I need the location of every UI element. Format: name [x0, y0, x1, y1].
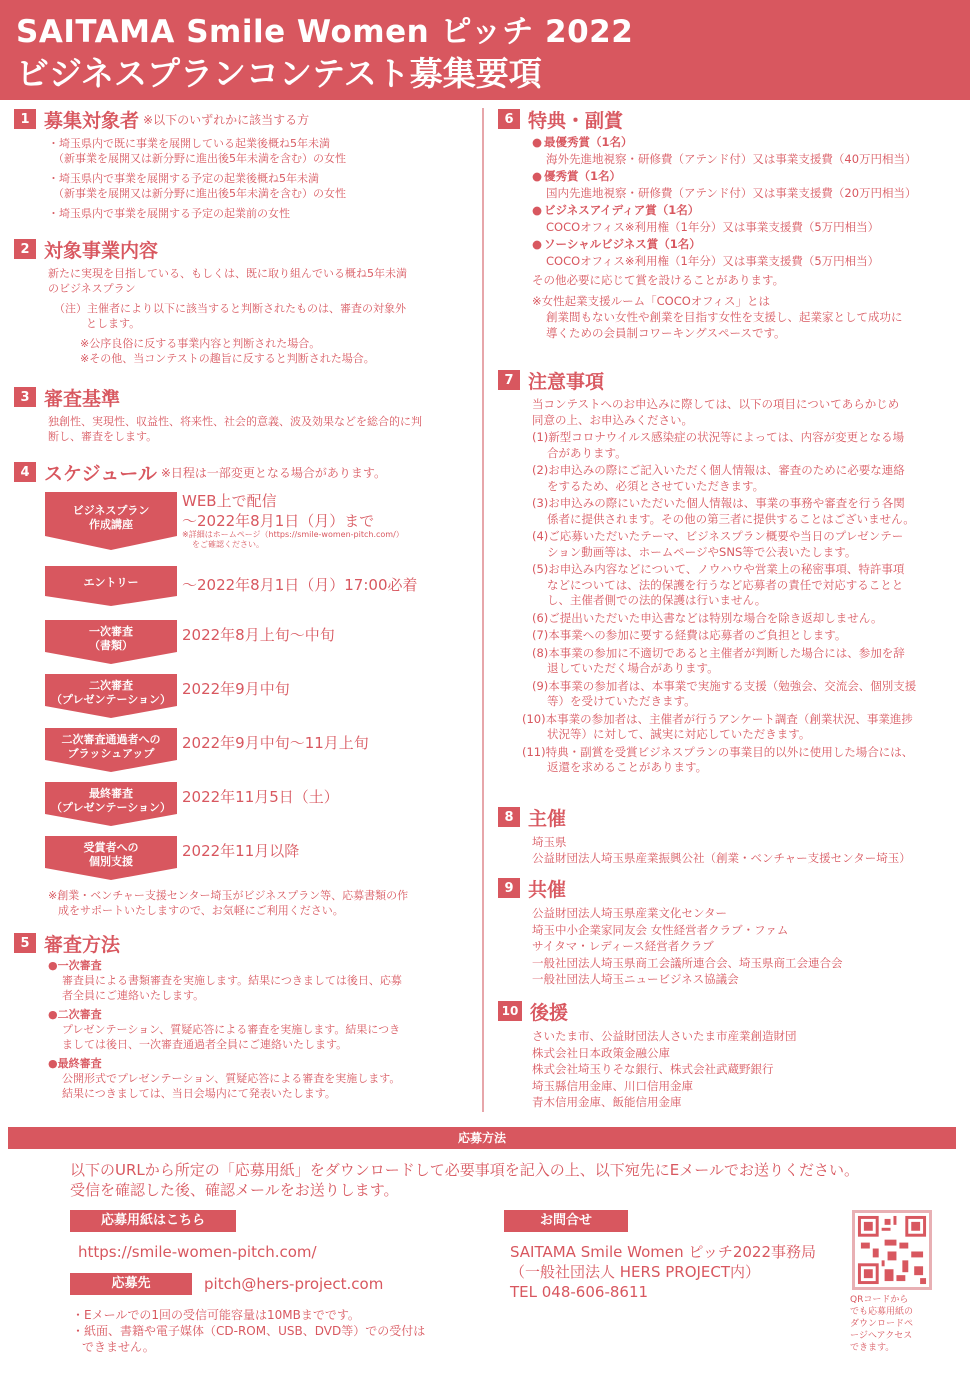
schedule-date: WEB上で配信 [182, 492, 277, 510]
section-support [498, 998, 958, 1111]
section-target-business [14, 236, 474, 366]
section-awards [498, 106, 958, 341]
section-organizer [498, 804, 958, 866]
schedule-date: 2022年11月5日（土） [182, 788, 339, 806]
org-line: 公益財団法人埼玉県産業振興公社（創業・ベンチャー支援センター埼玉） [532, 851, 911, 865]
section-review-method [14, 930, 474, 1101]
header-banner [0, 0, 970, 100]
section-number: 8 [498, 807, 520, 827]
section-notes [498, 367, 958, 776]
section-criteria [14, 384, 474, 444]
recipient-label: 応募先 [70, 1273, 192, 1295]
contact-info: SAITAMA Smile Women ピッチ2022事務局 （一般社団法人 HERS PROJECT内） TEL 048-606-8611 [510, 1243, 816, 1301]
award-name: ● 優秀賞（1名） [532, 169, 622, 183]
section-number: 10 [498, 1001, 522, 1021]
paragraph: 独創性、実現性、収益性、将来性、社会的意義、波及効果などを総合的に判 断し、審査をします。 [48, 415, 422, 443]
page-subtitle: ビジネスプランコンテスト募集要項 [16, 54, 542, 93]
qr-code[interactable] [852, 1210, 932, 1290]
section-number: 9 [498, 878, 520, 898]
award-desc: 海外先進地視察・研修費（アテンド付）又は事業支援費（40万円相当） [546, 152, 917, 166]
note-item: (6)ご提出いただいた申込書などは特別な場合を除き返却しません。 [532, 610, 883, 625]
section-number: 4 [14, 462, 36, 482]
notes-intro: 当コンテストへのお申込みに際しては、以下の項目についてあらかじめ 同意の上、お申込みください。 [532, 397, 900, 427]
org-line: 公益財団法人埼玉県産業文化センター [532, 906, 728, 920]
list-item: ・埼玉県内で事業を展開する予定の起業後概ね5年未満 （新事業を展開又は新分野に進出後5年未満を含む）の女性 [48, 172, 346, 200]
awards-other: その他必要に応じて賞を設けることがあります。 [532, 273, 785, 287]
schedule-date: 2022年9月中旬～11月上旬 [182, 734, 369, 752]
section-title: 審査基準 [44, 387, 121, 410]
section-number: 2 [14, 239, 36, 259]
note-item: (2)お申込みの際にご記入いただく個人情報は、審査のために必要な連絡 をするため、必須とさせていただきます。 [532, 463, 905, 493]
schedule-footnote: ※創業・ベンチャー支援センター埼玉がビジネスプラン等、応募書類の作 成をサポートいたしますので、お気軽にご利用ください。 [48, 889, 409, 917]
schedule-date: ～2022年8月1日（月）まで [182, 512, 375, 530]
org-line: 株式会社埼玉りそな銀行、株式会社武蔵野銀行 [532, 1062, 774, 1076]
award-desc: 国内先進地視察・研修費（アテンド付）又は事業支援費（20万円相当） [546, 186, 917, 200]
section-number: 6 [498, 109, 520, 129]
apply-notes: ・Eメールでの1回の受信可能容量は10MBまでです。 ・紙面、書籍や電子媒体（CD-ROM、USB、DVD等）での受付は できません。 [72, 1308, 426, 1354]
list-item: ・埼玉県内で既に事業を展開している起業後概ね5年未満 （新事業を展開又は新分野に進出後5年未満を含む）の女性 [48, 137, 346, 165]
schedule-date: ～2022年8月1日（月）17:00必着 [182, 576, 418, 594]
note-item: (10)本事業の参加者は、主催者が行うアンケート調査（創業状況、事業進捗 状況等）に対して、誠実に対応していただきます。 [522, 711, 913, 741]
section-note: ※以下のいずれかに該当する方 [143, 112, 310, 127]
review-stage: ●二次審査 プレゼンテーション、質疑応答による審査を実施します。結果につき ましては後日、一次審査通過者全員にご連絡いたします。 [48, 1008, 401, 1051]
section-eligibility [14, 106, 474, 221]
award-desc: COCOオフィス※利用権（1年分）又は事業支援費（5万円相当） [546, 254, 880, 268]
org-line: 埼玉県 [532, 835, 567, 849]
apply-intro: 以下のURLから所定の「応募用紙」をダウンロードして必要事項を記入の上、以下宛先にEメールでお送りください。 受信を確認した後、確認メールをお送りします。 [70, 1161, 859, 1199]
note: （注）主催者により以下に該当すると判断されたものは、審査の対象外 とします。 [54, 302, 406, 330]
org-line: サイタマ・レディース経営者クラブ [532, 939, 714, 953]
section-title: 共催 [528, 878, 567, 901]
note-item: (8)本事業の参加に不適切であると主催者が判断した場合には、参加を辞 退していただく場合があります。 [532, 645, 905, 675]
note-item: (7)本事業への参加に要する経費は応募者のご負担とします。 [532, 628, 847, 642]
section-title: 対象事業内容 [44, 239, 159, 262]
note-item: (3)お申込みの際にいただいた個人情報は、事業の事務や審査を行う各関 係者に提供されます。その他の第三者に提供することはございません。 [532, 496, 915, 526]
page-title: SAITAMA Smile Women ピッチ 2022 [16, 14, 634, 50]
sub-note: ※公序良俗に反する事業内容と判断された場合。 ※その他、当コンテストの趣旨に反すると判断された場合。 [80, 337, 375, 365]
award-name: ● ソーシャルビジネス賞（1名） [532, 237, 701, 251]
award-name: ● 最優秀賞（1名） [532, 135, 633, 149]
org-line: 青木信用金庫、飯能信用金庫 [532, 1095, 682, 1109]
org-line: 一般社団法人埼玉ニュービジネス協議会 [532, 972, 739, 986]
list-item: ・埼玉県内で事業を展開する予定の起業前の女性 [48, 207, 290, 220]
org-line: 埼玉縣信用金庫、川口信用金庫 [532, 1078, 693, 1093]
schedule-date: 2022年9月中旬 [182, 680, 290, 698]
section-title: 特典・副賞 [528, 109, 624, 132]
contact-label: お問合せ [504, 1210, 628, 1232]
coco-note: ※女性起業支援ルーム「COCOオフィス」とは 創業間もない女性や創業を目指す女性を支援し、起業家として成功に 導くための会員制コワーキングスペースです。 [532, 294, 903, 340]
recipient-email-link[interactable]: pitch@hers-project.com [204, 1275, 384, 1293]
award-desc: COCOオフィス※利用権（1年分）又は事業支援費（5万円相当） [546, 220, 880, 234]
note-item: (9)本事業の参加者は、本事業で実施する支援（勉強会、交流会、個別支援 等）を受けていただきます。 [532, 678, 917, 708]
qr-caption: QRコードから でも応募用紙の ダウンロードペ ージへアクセス できます。 [850, 1295, 914, 1353]
schedule-small-note: ※詳細はホームページ（https://smile-women-pitch.com/） をご確認ください。 [182, 530, 404, 549]
section-title: 後援 [530, 1001, 569, 1024]
section-title: スケジュール [44, 462, 157, 485]
section-title: 募集対象者 [44, 109, 140, 132]
note-item: (4)ご応募いただいたテーマ、ビジネスプラン概要や当日のプレゼンテー ション動画等は、ホームページやSNS等で公表いたします。 [532, 529, 904, 559]
column-divider [482, 108, 484, 1112]
note-item: (5)お申込み内容などについて、ノウハウや営業上の秘密事項、特許事項 などについては、法的保護を行うなど応募者の責任で対応することと し、主催者側での法的保護は行いません。 [532, 562, 905, 607]
note-item: (11)特典・副賞を受賞ビジネスプランの事業目的以外に使用した場合には、 返還を求めることがあります。 [522, 744, 914, 774]
org-line: さいたま市、公益財団法人さいたま市産業創造財団 [532, 1029, 797, 1043]
section-co-host [498, 875, 958, 988]
section-number: 7 [498, 370, 520, 390]
award-name: ● ビジネスアイディア賞（1名） [532, 203, 700, 217]
review-stage: ●一次審査 審査員による書類審査を実施します。結果につきましては後日、応募 者全員にご連絡いたします。 [48, 959, 402, 1002]
section-number: 1 [14, 109, 36, 129]
org-line: 埼玉中小企業家同友会 女性経営者クラブ・ファム [532, 922, 789, 937]
section-title: 主催 [528, 807, 567, 830]
section-number: 5 [14, 933, 36, 953]
review-stage: ●最終審査 公開形式でプレゼンテーション、質疑応答による審査を実施します。 結果につきましては、当日会場内にて発表いたします。 [48, 1057, 401, 1100]
apply-method-bar: 応募方法 [8, 1127, 956, 1149]
schedule-date: 2022年11月以降 [182, 842, 300, 860]
section-schedule [14, 459, 479, 485]
schedule-date: 2022年8月上旬～中旬 [182, 626, 335, 644]
section-note: ※日程は一部変更となる場合があります。 [160, 465, 386, 480]
form-label: 応募用紙はこちら [70, 1210, 236, 1232]
form-url-link[interactable]: https://smile-women-pitch.com/ [78, 1243, 317, 1261]
section-title: 審査方法 [44, 933, 121, 956]
section-title: 注意事項 [528, 370, 605, 393]
note-item: (1)新型コロナウイルス感染症の状況等によっては、内容が変更となる場 合があります。 [532, 430, 905, 460]
org-line: 一般社団法人埼玉県商工会議所連合会、埼玉県商工会連合会 [532, 955, 843, 970]
section-number: 3 [14, 387, 36, 407]
paragraph: 新たに実現を目指している、もしくは、既に取り組んでいる概ね5年未満 のビジネスプラン [48, 267, 407, 295]
org-line: 株式会社日本政策金融公庫 [532, 1045, 670, 1060]
